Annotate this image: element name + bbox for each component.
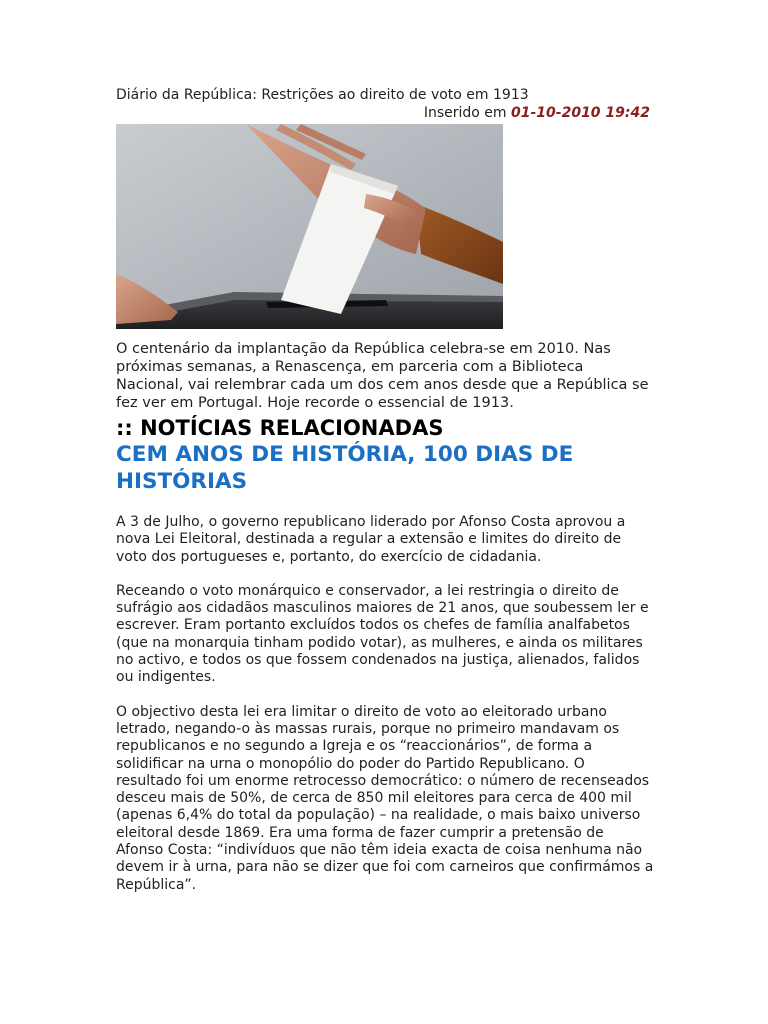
article-body bbox=[116, 514, 654, 894]
article-paragraph: Receando o voto monárquico e conservador, a lei restringia o direito de sufrágio aos cidadãos masculinos maiores de 21 anos, que soubessem ler e escrever. Eram portanto excluídos todos os chefes de família analfabetos (que na monarquia tinham podido votar), as mulheres, e ainda os militares no activo, e todos os que fossem condenados na justiça, alienados, falidos ou indigentes. bbox=[116, 582, 649, 686]
ballot-box-photo bbox=[116, 124, 503, 329]
article-paragraph: A 3 de Julho, o governo republicano liderado por Afonso Costa aprovou a nova Lei Eleitoral, destinada a regular a extensão e limites do direito de voto dos portugueses e, portanto, do exercício de cidadania. bbox=[116, 514, 626, 565]
intro-paragraph: O centenário da implantação da República celebra-se em 2010. Nas próximas semanas, a Renascença, em parceria com a Biblioteca Nacional, vai relembrar cada um dos cem anos desde que a República se fez ver em Portugal. Hoje recorde o essencial de 1913. bbox=[116, 341, 649, 411]
inserted-label: Inserido em bbox=[423, 105, 507, 121]
document-title: Diário da República: Restrições ao direito de voto em 1913 bbox=[116, 87, 529, 103]
document-page bbox=[116, 86, 654, 911]
related-news-heading: :: NOTÍCIAS RELACIONADAS bbox=[116, 416, 444, 440]
insertion-line bbox=[116, 104, 650, 122]
inserted-date: 01-10-2010 19:42 bbox=[511, 105, 650, 121]
article-paragraph: O objectivo desta lei era limitar o direito de voto ao eleitorado urbano letrado, negando-o às massas rurais, porque no primeiro mandavam os republicanos e no segundo a Igreja e os “reaccionários”, de forma a solidificar na urna o monopólio do poder do Partido Republicano. O resultado foi um enorme retrocesso democrático: o número de recenseados desceu mais de 50%, de cerca de 850 mil eleitores para cerca de 400 mil (apenas 6,4% do total da população) – na realidade, o mais baixo universo eleitoral desde 1869. Era uma forma de fazer cumprir a pretensão de Afonso Costa: “indivíduos que não têm ideia exacta de coisa nenhuma não devem ir à urna, para não se dizer que foi com carneiros que confirmámos a República”. bbox=[116, 703, 654, 893]
article-title: CEM ANOS DE HISTÓRIA, 100 DIAS DE HISTÓRIAS bbox=[116, 442, 574, 494]
